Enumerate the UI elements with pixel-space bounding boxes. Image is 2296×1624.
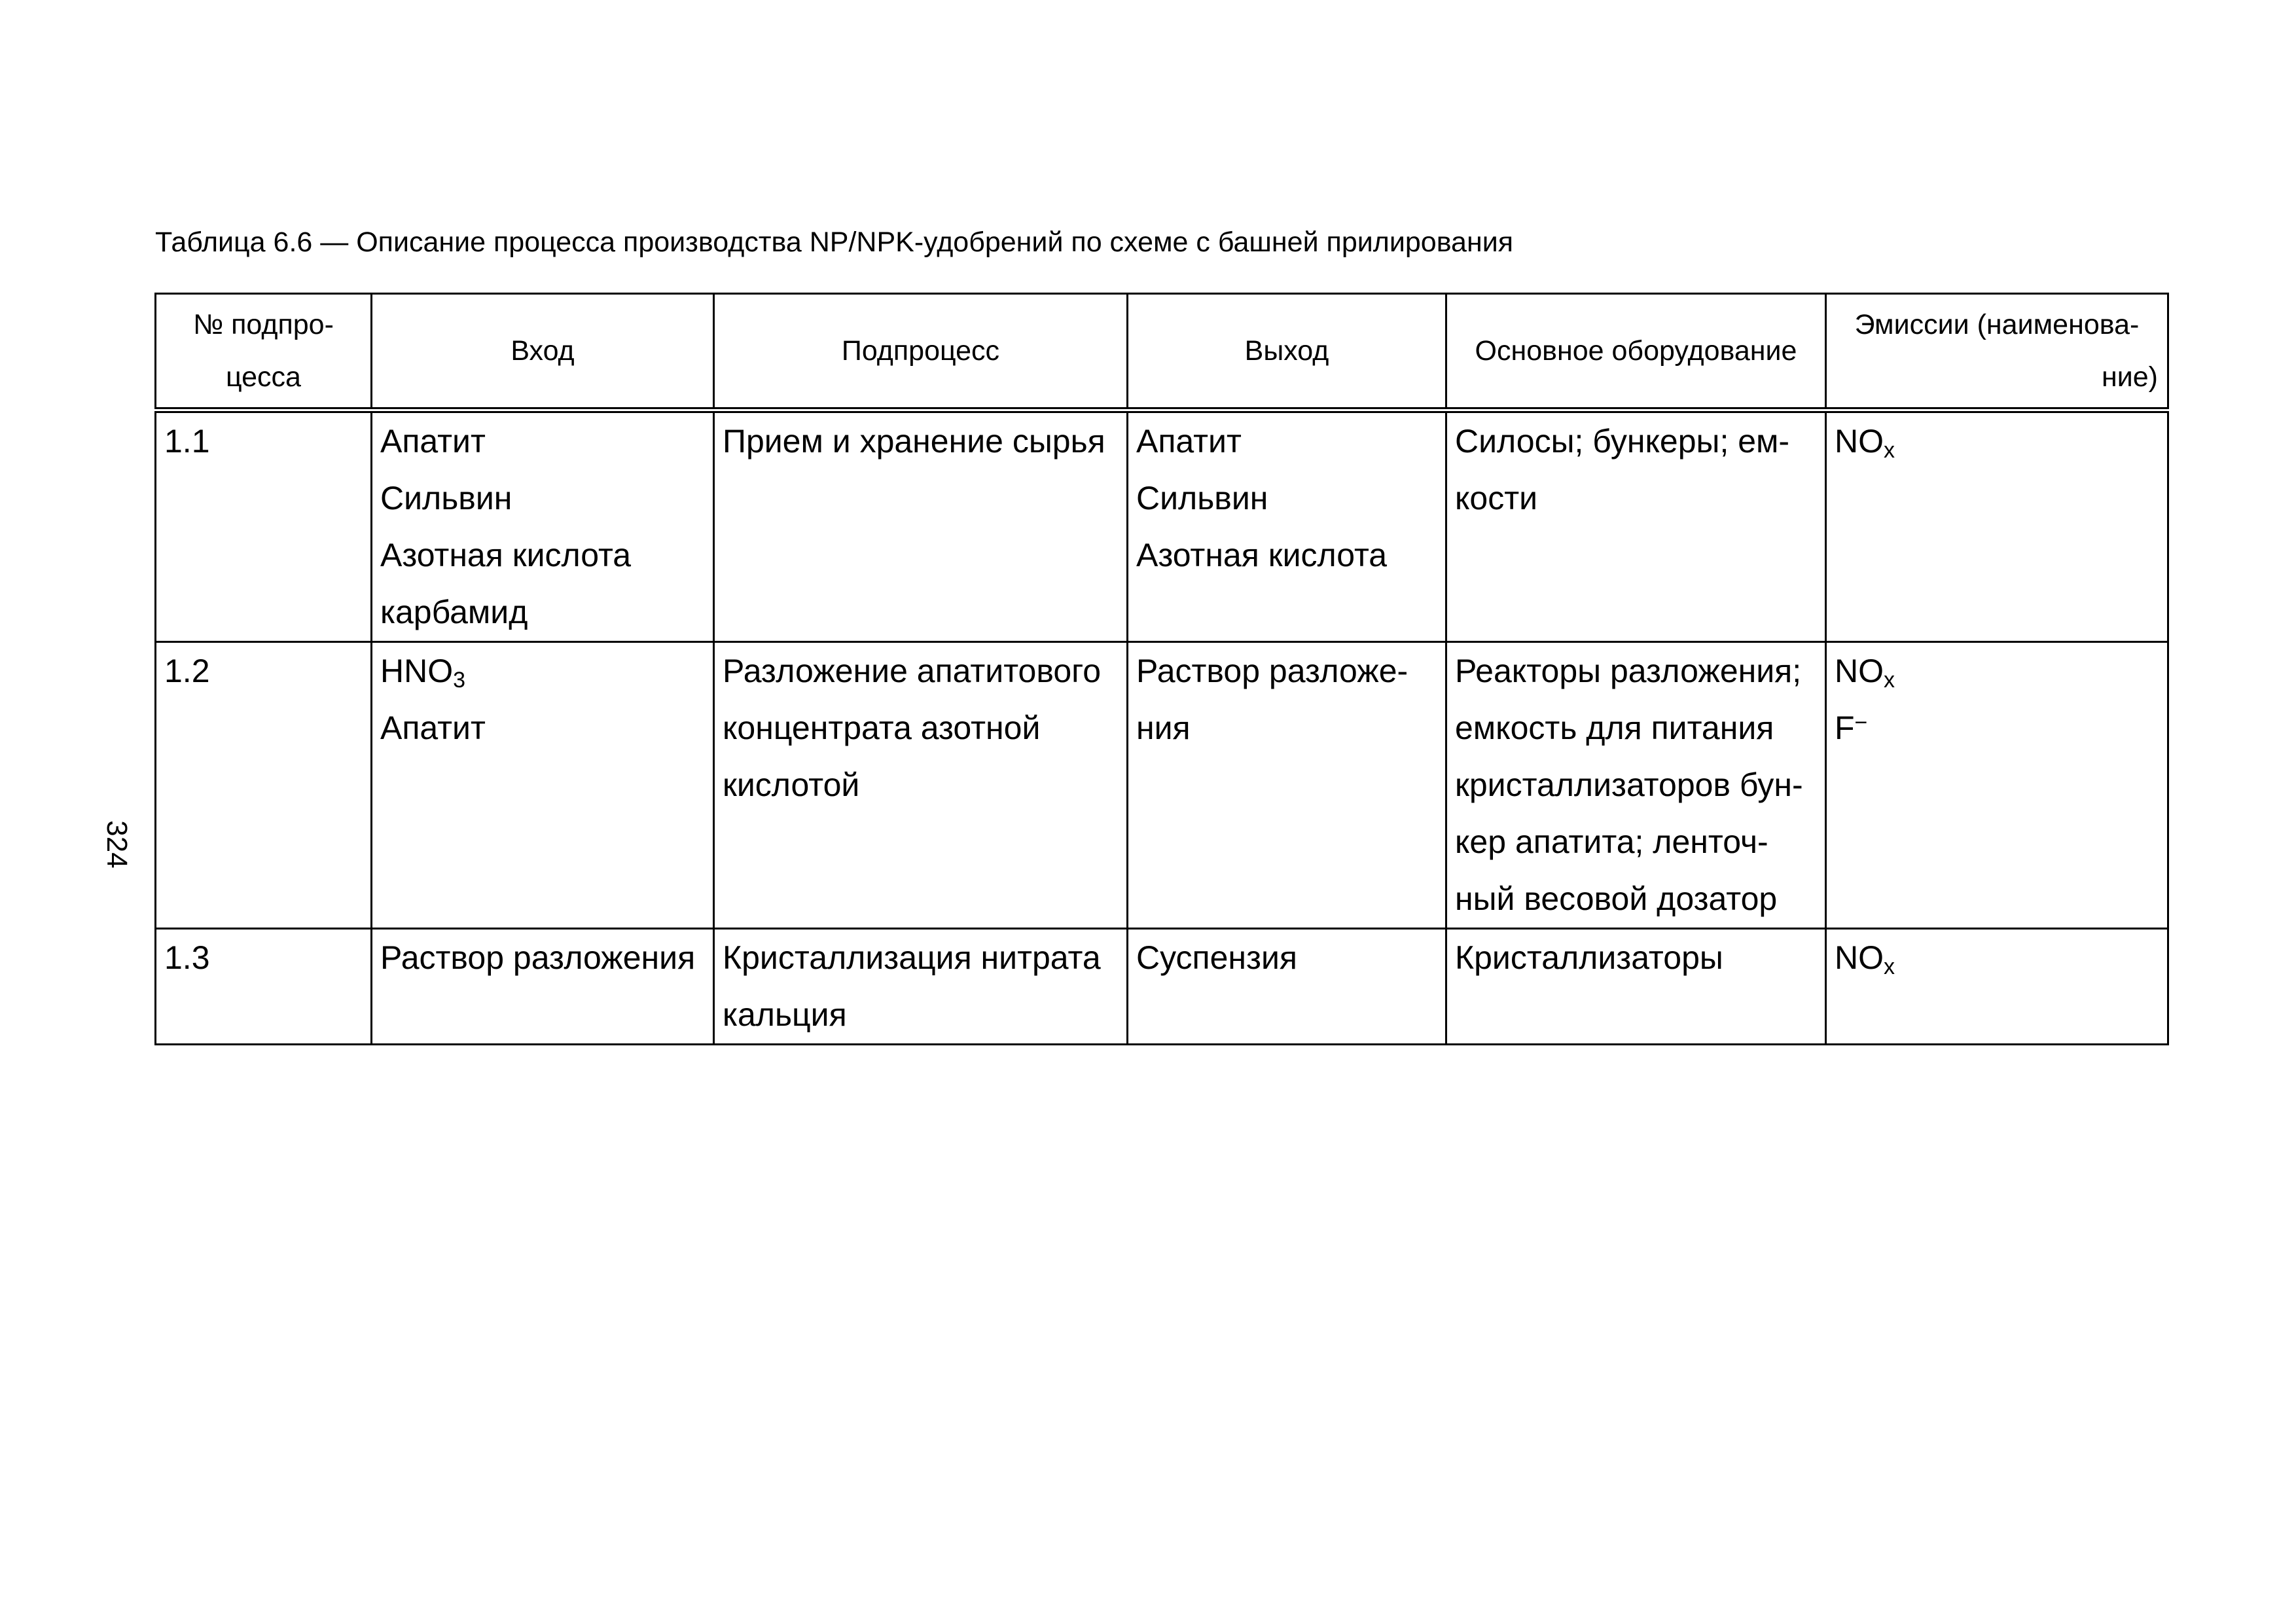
input-subscript: 3 [453, 668, 466, 693]
input-item: Сильвин [380, 480, 512, 516]
cell-number: 1.1 [156, 410, 372, 642]
input-item: Апатит [380, 423, 486, 460]
emission-formula: NO [1835, 653, 1884, 689]
equipment-line: Кристаллизаторы [1455, 939, 1723, 976]
header-number-line: цесса [226, 361, 301, 393]
cell-output [1128, 929, 1446, 1045]
emission-item [1835, 413, 2159, 470]
table-header-row [156, 294, 2168, 410]
output-item: Азотная кислота [1136, 537, 1388, 573]
cell-number: 1.3 [156, 929, 372, 1045]
table-row [156, 410, 2168, 642]
output-item: Раствор разложе- [1136, 653, 1408, 689]
output-item: Сильвин [1136, 480, 1268, 516]
equipment-line: кости [1455, 480, 1538, 516]
cell-output [1128, 410, 1446, 642]
header-number-line: № подпро- [193, 309, 334, 340]
table-caption: Таблица 6.6 — Описание процесса производства NP/NPK-удобрений по схеме с башней прилирования [155, 226, 1514, 258]
emission-item [1835, 929, 2159, 986]
table-row [156, 642, 2168, 929]
cell-input [372, 929, 714, 1045]
equipment-line: кер апатита; ленточ- [1455, 823, 1768, 860]
input-item: карбамид [380, 594, 528, 630]
header-output: Выход [1128, 294, 1446, 410]
cell-subprocess [714, 410, 1128, 642]
cell-subprocess [714, 642, 1128, 929]
cell-input [372, 642, 714, 929]
cell-emissions [1826, 642, 2168, 929]
header-emissions-line: ние) [2102, 361, 2158, 393]
output-item: Апатит [1136, 423, 1242, 460]
emission-formula: NO [1835, 423, 1884, 460]
header-input: Вход [372, 294, 714, 410]
table-row [156, 929, 2168, 1045]
cell-equipment [1446, 410, 1826, 642]
output-item: ния [1136, 710, 1191, 746]
cell-subprocess [714, 929, 1128, 1045]
emission-subscript: x [1884, 668, 1895, 693]
emission-item [1835, 700, 2159, 757]
header-number [156, 294, 372, 410]
subprocess-line: кислотой [723, 767, 860, 803]
process-table [154, 293, 2169, 1045]
subprocess-line: концентрата азотной [723, 710, 1041, 746]
emission-formula: F [1835, 710, 1855, 746]
cell-equipment [1446, 642, 1826, 929]
cell-emissions [1826, 410, 2168, 642]
subprocess-line: Разложение апатитового [723, 653, 1102, 689]
input-item: Азотная кислота [380, 537, 632, 573]
equipment-line: Реакторы разложения; [1455, 653, 1802, 689]
emission-subscript: x [1884, 438, 1895, 463]
header-emissions [1826, 294, 2168, 410]
input-item: Раствор разложения [380, 939, 696, 976]
header-emissions-line: Эмиссии (наименова- [1854, 309, 2140, 340]
input-formula: HNO [380, 653, 454, 689]
input-item: Апатит [380, 710, 486, 746]
subprocess-line: Прием и хранение сырья [723, 423, 1105, 460]
header-subprocess: Подпроцесс [714, 294, 1128, 410]
equipment-line: ный весовой дозатор [1455, 880, 1778, 917]
cell-equipment [1446, 929, 1826, 1045]
equipment-line: кристаллизаторов бун- [1455, 767, 1803, 803]
page-number: 324 [101, 820, 133, 869]
header-equipment: Основное оборудование [1446, 294, 1826, 410]
cell-emissions [1826, 929, 2168, 1045]
cell-input [372, 410, 714, 642]
subprocess-line: кальция [723, 996, 847, 1033]
output-item: Суспензия [1136, 939, 1297, 976]
emission-item [1835, 643, 2159, 700]
cell-number: 1.2 [156, 642, 372, 929]
emission-formula: NO [1835, 939, 1884, 976]
cell-output [1128, 642, 1446, 929]
subprocess-line: Кристаллизация нитрата [723, 939, 1101, 976]
equipment-line: емкость для питания [1455, 710, 1774, 746]
emission-subscript: x [1884, 954, 1895, 979]
emission-superscript: − [1854, 710, 1868, 735]
input-item [380, 643, 705, 700]
equipment-line: Силосы; бункеры; ем- [1455, 423, 1790, 460]
